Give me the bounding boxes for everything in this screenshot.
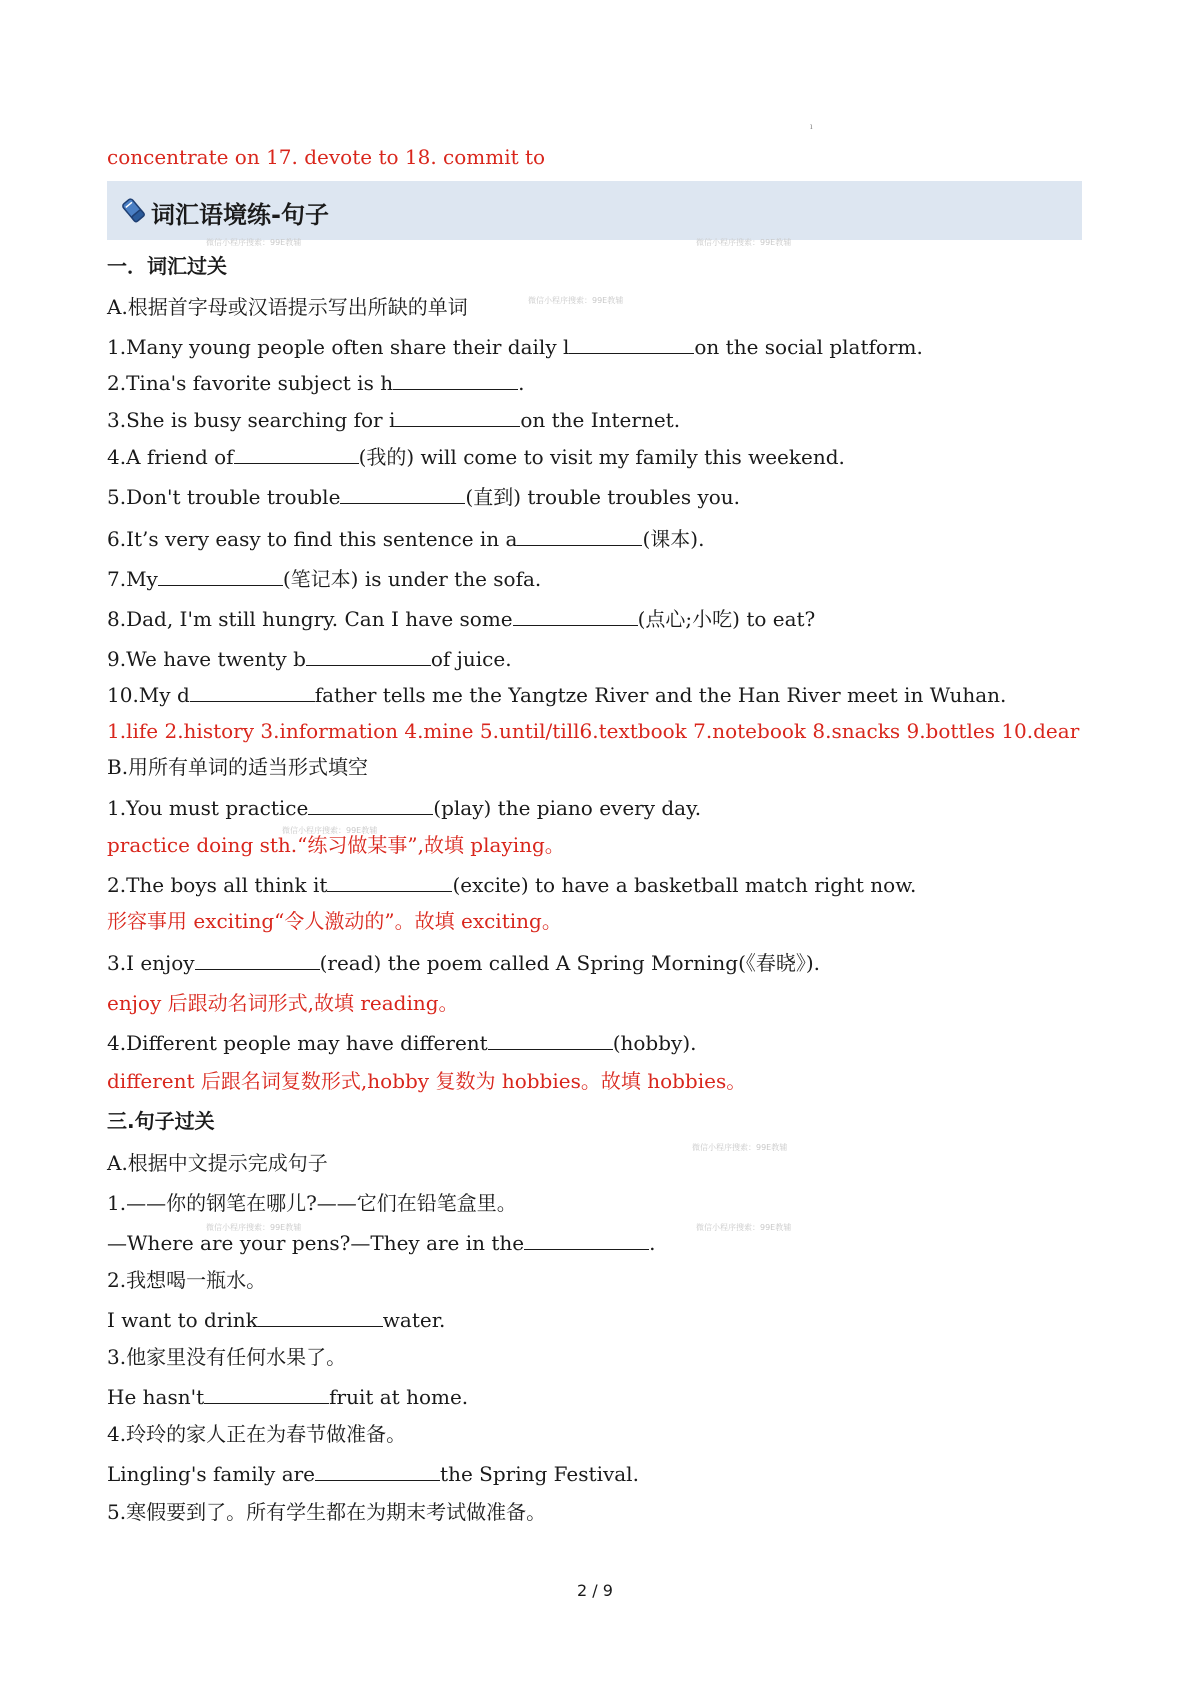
answer-explanation: different 后跟名词复数形式,hobby 复数为 hobbies。故填 hobbies。 — [107, 1069, 747, 1093]
exercise-item: 10.My d father tells me the Yangtze River and the Han River meet in Wuhan. — [107, 683, 1007, 707]
sentence-item: Lingling's family are the Spring Festival. — [107, 1462, 639, 1486]
sentence-item: I want to drink water. — [107, 1308, 446, 1332]
watermark: 微信小程序搜索：99E教辅 — [696, 238, 792, 247]
exercise-item: 4.A friend of (我的) will come to visit my family this weekend. — [107, 445, 845, 469]
part-a-title: A.根据中文提示完成句子 — [107, 1151, 328, 1175]
exercise-item: 2.Tina's favorite subject is h . — [107, 371, 525, 395]
chinese-prompt: 3.他家里没有任何水果了。 — [107, 1345, 347, 1369]
section-heading: 三.句子过关 — [107, 1109, 215, 1133]
exercise-item: 6.It’s very easy to find this sentence in a (课本). — [107, 527, 705, 551]
answer-blank[interactable] — [234, 445, 359, 464]
answer-explanation: practice doing sth.“练习做某事”,故填 playing。 — [107, 833, 565, 857]
exercise-item: 3.I enjoy (read) the poem called A Spring Morning(《春晓》). — [107, 951, 821, 975]
watermark: 微信小程序搜索：99E教辅 — [206, 238, 302, 247]
answer-blank[interactable] — [306, 647, 431, 666]
exercise-item: 1.Many young people often share their daily l on the social platform. — [107, 335, 923, 359]
answer-blank[interactable] — [517, 527, 642, 546]
exercise-item: 8.Dad, I'm still hungry. Can I have some (点心;小吃) to eat? — [107, 607, 816, 631]
page-number: 2 / 9 — [577, 1581, 613, 1600]
answer-explanation: enjoy 后跟动名词形式,故填 reading。 — [107, 991, 459, 1015]
answer-blank[interactable] — [569, 335, 694, 354]
watermark: 微信小程序搜索：99E教辅 — [696, 1223, 792, 1232]
watermark: 微信小程序搜索：99E教辅 — [528, 296, 624, 305]
exercise-item: 3.She is busy searching for i on the Internet. — [107, 408, 681, 432]
chinese-prompt: 5.寒假要到了。所有学生都在为期末考试做准备。 — [107, 1500, 547, 1524]
top-answer-fragment: concentrate on 17. devote to 18. commit to — [107, 145, 546, 169]
answer-explanation: 形容事用 exciting“令人激动的”。故填 exciting。 — [107, 909, 562, 933]
chinese-prompt: 4.玲玲的家人正在为春节做准备。 — [107, 1422, 407, 1446]
answer-blank[interactable] — [158, 567, 283, 586]
exercise-item: 7.My (笔记本) is under the sofa. — [107, 567, 542, 591]
answer-blank[interactable] — [395, 408, 520, 427]
section-heading: 一．词汇过关 — [107, 254, 227, 278]
part-a-title: A.根据首字母或汉语提示写出所缺的单词 — [107, 295, 468, 319]
watermark: 微信小程序搜索：99E教辅 — [206, 1223, 302, 1232]
answer-blank[interactable] — [488, 1031, 613, 1050]
pencil-eraser-icon — [121, 197, 147, 229]
exercise-item: 1.You must practice (play) the piano every day. — [107, 796, 702, 820]
answer-blank[interactable] — [195, 951, 320, 970]
answer-blank[interactable] — [204, 1385, 329, 1404]
answer-blank[interactable] — [327, 873, 452, 892]
answer-blank[interactable] — [393, 371, 518, 390]
answer-blank[interactable] — [190, 683, 315, 702]
answer-blank[interactable] — [513, 607, 638, 626]
exercise-item: 4.Different people may have different (hobby). — [107, 1031, 697, 1055]
banner-title: 词汇语境练-句子 — [151, 201, 329, 229]
sentence-item: —Where are your pens?—They are in the . — [107, 1231, 656, 1255]
answer-blank[interactable] — [308, 796, 433, 815]
part-b-title: B.用所有单词的适当形式填空 — [107, 755, 369, 779]
answer-blank[interactable] — [524, 1231, 649, 1250]
watermark: 微信小程序搜索：99E教辅 — [282, 826, 378, 835]
chinese-prompt: 2.我想喝一瓶水。 — [107, 1268, 267, 1292]
answer-blank[interactable] — [315, 1462, 440, 1481]
exercise-item: 2.The boys all think it (excite) to have a basketball match right now. — [107, 873, 917, 897]
chinese-prompt: 1.——你的钢笔在哪儿?——它们在铅笔盒里。 — [107, 1191, 517, 1215]
corner-mark: ı — [810, 122, 813, 131]
answer-blank[interactable] — [258, 1308, 383, 1327]
sentence-item: He hasn't fruit at home. — [107, 1385, 469, 1409]
exercise-item: 9.We have twenty b of juice. — [107, 647, 512, 671]
section-banner — [107, 181, 1082, 240]
answer-blank[interactable] — [340, 485, 465, 504]
answer-key: 1.life 2.history 3.information 4.mine 5.until/till6.textbook 7.notebook 8.snacks 9.bottles 10.dear — [107, 719, 1080, 743]
watermark: 微信小程序搜索：99E教辅 — [692, 1143, 788, 1152]
exercise-item: 5.Don't trouble trouble (直到) trouble troubles you. — [107, 485, 741, 509]
